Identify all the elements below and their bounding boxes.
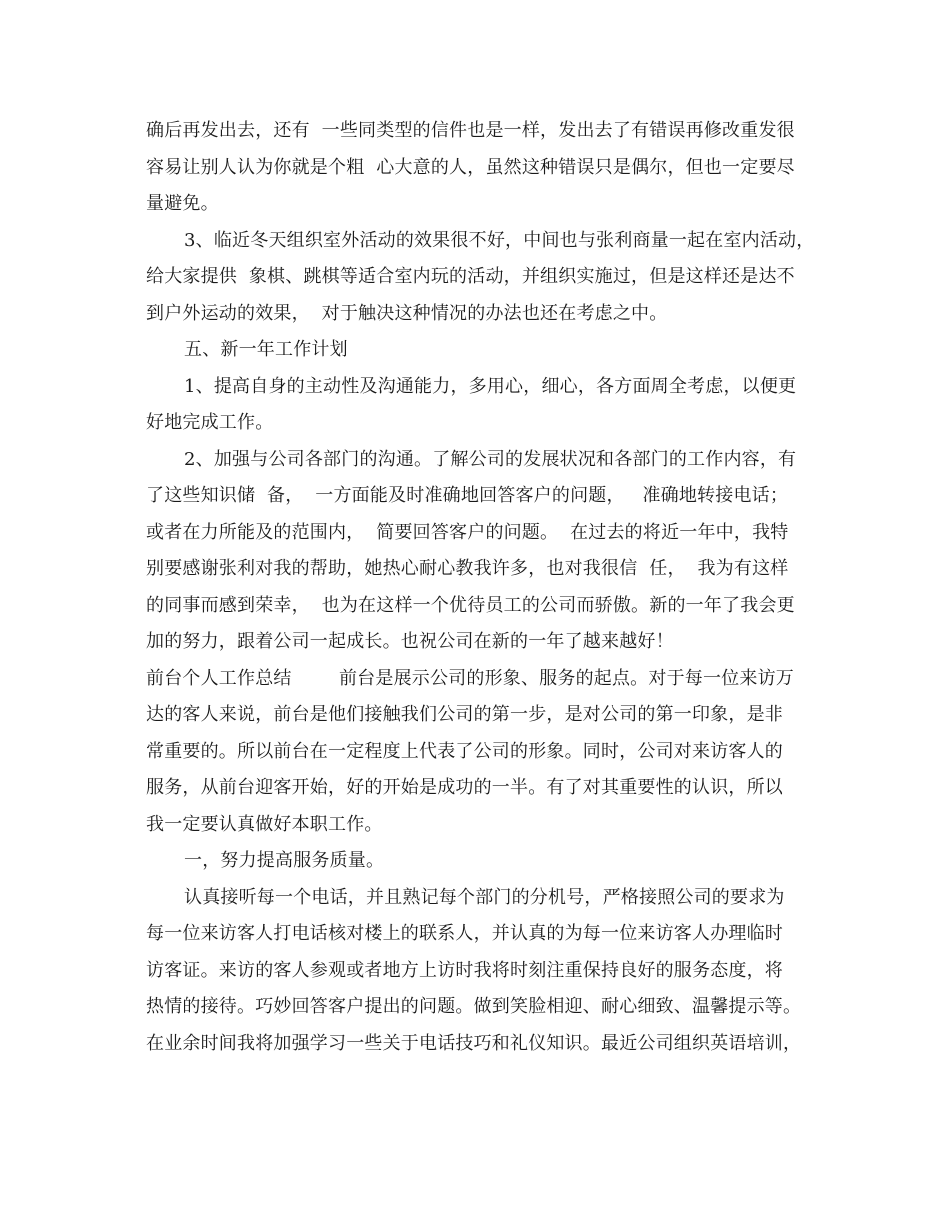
text-line: 或者在力所能及的范围内， 简要回答客户的问题。 在过去的将近一年中，我特 (146, 521, 789, 543)
text-line: 常重要的。所以前台在一定程度上代表了公司的形象。同时，公司对来访客人的 (146, 740, 783, 762)
text-line: 量避免。 (146, 193, 219, 214)
text-line: 好地完成工作。 (146, 412, 274, 433)
text-line: 五、新一年工作计划 (184, 339, 348, 360)
text-line: 我一定要认真做好本职工作。 (146, 813, 383, 835)
text-line: 热情的接待。巧妙回答客户提出的问题。做到笑脸相迎、耐心细致、温馨提示等。 (146, 996, 802, 1017)
text-line: 服务，从前台迎客开始，好的开始是成功的一半。有了对其重要性的认识，所以 (146, 777, 783, 798)
text-line: 认真接听每一个电话，并且熟记每个部门的分机号，严格接照公司的要求为 (184, 886, 785, 908)
text-line: 2、加强与公司各部门的沟通。了解公司的发展状况和各部门的工作内容，有 (184, 448, 797, 470)
text-line: 别要感谢张利对我的帮助，她热心耐心教我许多，也对我很信 任， 我为有这样 (146, 558, 789, 579)
text-line: 在业余时间我将加强学习一些关于电话技巧和礼仪知识。最近公司组织英语培训， (146, 1032, 802, 1054)
text-line: 的同事而感到荣幸， 也为在这样一个优待员工的公司而骄傲。新的一年了我会更 (146, 594, 795, 616)
document-body (146, 113, 826, 1062)
text-line: 每一位来访客人打电话核对楼上的联系人，并认真的为每一位来访客人办理临时 (146, 923, 783, 944)
text-line: 1、提高自身的主动性及沟通能力，多用心，细心，各方面周全考虑，以便更 (184, 375, 797, 397)
text-line: 访客证。来访的客人参观或者地方上访时我将时刻注重保持良好的服务态度，将 (146, 959, 783, 981)
text-line: 加的努力，跟着公司一起成长。也祝公司在新的一年了越来越好！ (146, 631, 674, 652)
text-line: 确后再发出去，还有 一些同类型的信件也是一样，发出去了有错误再修改重发很 (146, 120, 795, 141)
text-line: 一，努力提高服务质量。 (184, 850, 385, 871)
text-line: 容易让别人认为你就是个粗 心大意的人，虽然这种错误只是偶尔，但也一定要尽 (146, 156, 795, 178)
text-line: 3、临近冬天组织室外活动的效果很不好，中间也与张利商量一起在室内活动， (184, 229, 815, 251)
text-line: 了这些知识储 备， 一方面能及时准确地回答客户的问题， 准确地转接电话； (146, 485, 789, 506)
text-line: 前台个人工作总结 前台是展示公司的形象、服务的起点。对于每一位来访万 (146, 667, 794, 689)
text-line: 达的客人来说，前台是他们接触我们公司的第一步，是对公司的第一印象，是非 (146, 704, 783, 725)
text-line: 到户外运动的效果， 对于触决这种情况的办法也还在考虑之中。 (146, 302, 668, 324)
text-line: 给大家提供 象棋、跳棋等适合室内玩的活动，并组织实施过，但是这样还是达不 (146, 266, 795, 287)
